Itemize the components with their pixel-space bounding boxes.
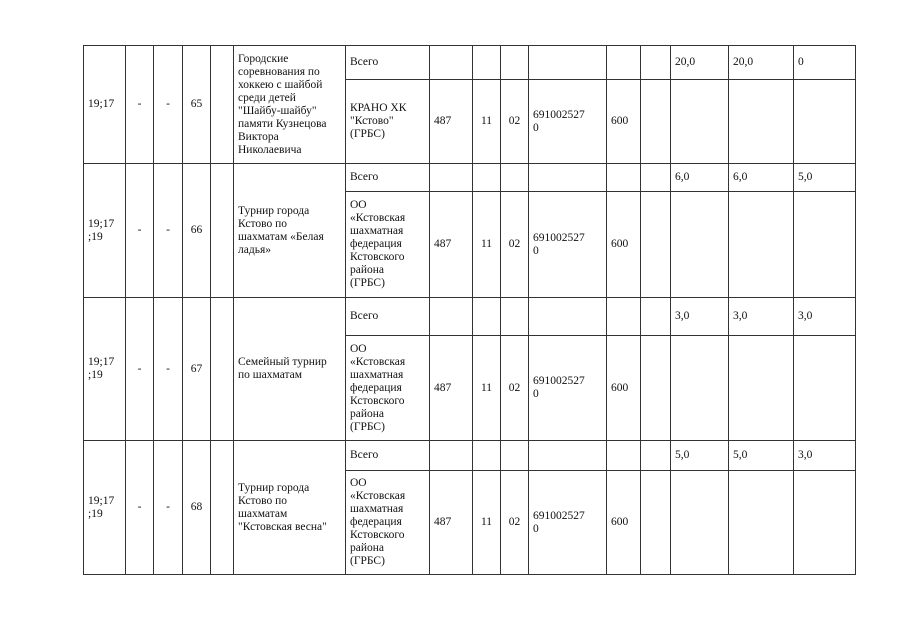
grbs-cell: 487 xyxy=(430,471,473,575)
empty-cell xyxy=(729,192,794,298)
code-cell: 19;17 ;19 xyxy=(84,298,126,441)
row-number-cell: 65 xyxy=(183,46,211,164)
empty-cell xyxy=(671,80,729,164)
amount-cell: 6,0 xyxy=(671,164,729,192)
empty-cell xyxy=(671,471,729,575)
row-number-cell: 67 xyxy=(183,298,211,441)
target-article-cell: 691002527 0 xyxy=(529,80,607,164)
empty-cell xyxy=(473,164,501,192)
dash-cell: - xyxy=(154,46,183,164)
subsection-cell: 02 xyxy=(501,336,529,441)
amount-cell: 3,0 xyxy=(794,441,856,471)
empty-cell xyxy=(671,192,729,298)
empty-cell xyxy=(794,192,856,298)
amount-cell: 0 xyxy=(794,46,856,80)
amount-cell: 20,0 xyxy=(729,46,794,80)
budget-table xyxy=(83,45,856,575)
total-label-cell: Всего xyxy=(346,298,430,336)
table-row xyxy=(84,164,856,192)
grbs-cell: 487 xyxy=(430,80,473,164)
dash-cell: - xyxy=(126,298,154,441)
amount-cell: 3,0 xyxy=(729,298,794,336)
amount-cell: 5,0 xyxy=(671,441,729,471)
empty-cell xyxy=(794,80,856,164)
expense-type-cell: 600 xyxy=(607,192,641,298)
code-cell: 19;17 xyxy=(84,46,126,164)
event-name-cell: Городские соревнования по хоккею с шайбой среди детей "Шайбу-шайбу" памяти Кузнецова Виктора Николаевича xyxy=(234,46,346,164)
target-article-cell: 691002527 0 xyxy=(529,471,607,575)
subsection-cell: 02 xyxy=(501,192,529,298)
empty-cell xyxy=(794,336,856,441)
expense-type-cell: 600 xyxy=(607,471,641,575)
target-article-cell: 691002527 0 xyxy=(529,336,607,441)
expense-type-cell: 600 xyxy=(607,80,641,164)
empty-cell xyxy=(641,46,671,80)
section-cell: 11 xyxy=(473,336,501,441)
section-cell: 11 xyxy=(473,471,501,575)
empty-cell xyxy=(501,164,529,192)
table-row xyxy=(84,441,856,471)
grbs-cell: 487 xyxy=(430,192,473,298)
recipient-cell: КРАНО ХК "Кстово" (ГРБС) xyxy=(346,80,430,164)
amount-cell: 3,0 xyxy=(794,298,856,336)
dash-cell: - xyxy=(126,46,154,164)
table-row xyxy=(84,46,856,80)
empty-cell xyxy=(641,192,671,298)
event-name-cell: Турнир города Кстово по шахматам «Белая ладья» xyxy=(234,164,346,298)
subsection-cell: 02 xyxy=(501,80,529,164)
empty-cell xyxy=(641,80,671,164)
dash-cell: - xyxy=(154,164,183,298)
code-cell: 19;17 ;19 xyxy=(84,164,126,298)
empty-cell xyxy=(473,46,501,80)
empty-cell xyxy=(211,46,234,164)
empty-cell xyxy=(607,441,641,471)
empty-cell xyxy=(473,298,501,336)
empty-cell xyxy=(641,441,671,471)
empty-cell xyxy=(729,471,794,575)
recipient-cell: ОО «Кстовская шахматная федерация Кстовского района (ГРБС) xyxy=(346,471,430,575)
dash-cell: - xyxy=(154,441,183,575)
recipient-cell: ОО «Кстовская шахматная федерация Кстовского района (ГРБС) xyxy=(346,336,430,441)
recipient-cell: ОО «Кстовская шахматная федерация Кстовского района (ГРБС) xyxy=(346,192,430,298)
section-cell: 11 xyxy=(473,80,501,164)
amount-cell: 20,0 xyxy=(671,46,729,80)
empty-cell xyxy=(529,46,607,80)
table-row xyxy=(84,298,856,336)
empty-cell xyxy=(430,164,473,192)
empty-cell xyxy=(501,46,529,80)
subsection-cell: 02 xyxy=(501,471,529,575)
empty-cell xyxy=(641,471,671,575)
empty-cell xyxy=(794,471,856,575)
grbs-cell: 487 xyxy=(430,336,473,441)
row-number-cell: 68 xyxy=(183,441,211,575)
empty-cell xyxy=(641,164,671,192)
empty-cell xyxy=(211,164,234,298)
empty-cell xyxy=(607,164,641,192)
dash-cell: - xyxy=(126,441,154,575)
empty-cell xyxy=(430,46,473,80)
event-name-cell: Турнир города Кстово по шахматам "Кстовская весна" xyxy=(234,441,346,575)
row-number-cell: 66 xyxy=(183,164,211,298)
empty-cell xyxy=(529,164,607,192)
amount-cell: 5,0 xyxy=(794,164,856,192)
empty-cell xyxy=(729,80,794,164)
empty-cell xyxy=(473,441,501,471)
dash-cell: - xyxy=(126,164,154,298)
amount-cell: 5,0 xyxy=(729,441,794,471)
code-cell: 19;17 ;19 xyxy=(84,441,126,575)
empty-cell xyxy=(641,336,671,441)
empty-cell xyxy=(607,298,641,336)
empty-cell xyxy=(529,441,607,471)
empty-cell xyxy=(501,441,529,471)
empty-cell xyxy=(671,336,729,441)
empty-cell xyxy=(211,441,234,575)
total-label-cell: Всего xyxy=(346,46,430,80)
empty-cell xyxy=(430,298,473,336)
empty-cell xyxy=(729,336,794,441)
amount-cell: 3,0 xyxy=(671,298,729,336)
total-label-cell: Всего xyxy=(346,164,430,192)
amount-cell: 6,0 xyxy=(729,164,794,192)
empty-cell xyxy=(607,46,641,80)
dash-cell: - xyxy=(154,298,183,441)
target-article-cell: 691002527 0 xyxy=(529,192,607,298)
event-name-cell: Семейный турнир по шахматам xyxy=(234,298,346,441)
empty-cell xyxy=(529,298,607,336)
section-cell: 11 xyxy=(473,192,501,298)
empty-cell xyxy=(641,298,671,336)
empty-cell xyxy=(211,298,234,441)
empty-cell xyxy=(501,298,529,336)
empty-cell xyxy=(430,441,473,471)
total-label-cell: Всего xyxy=(346,441,430,471)
expense-type-cell: 600 xyxy=(607,336,641,441)
